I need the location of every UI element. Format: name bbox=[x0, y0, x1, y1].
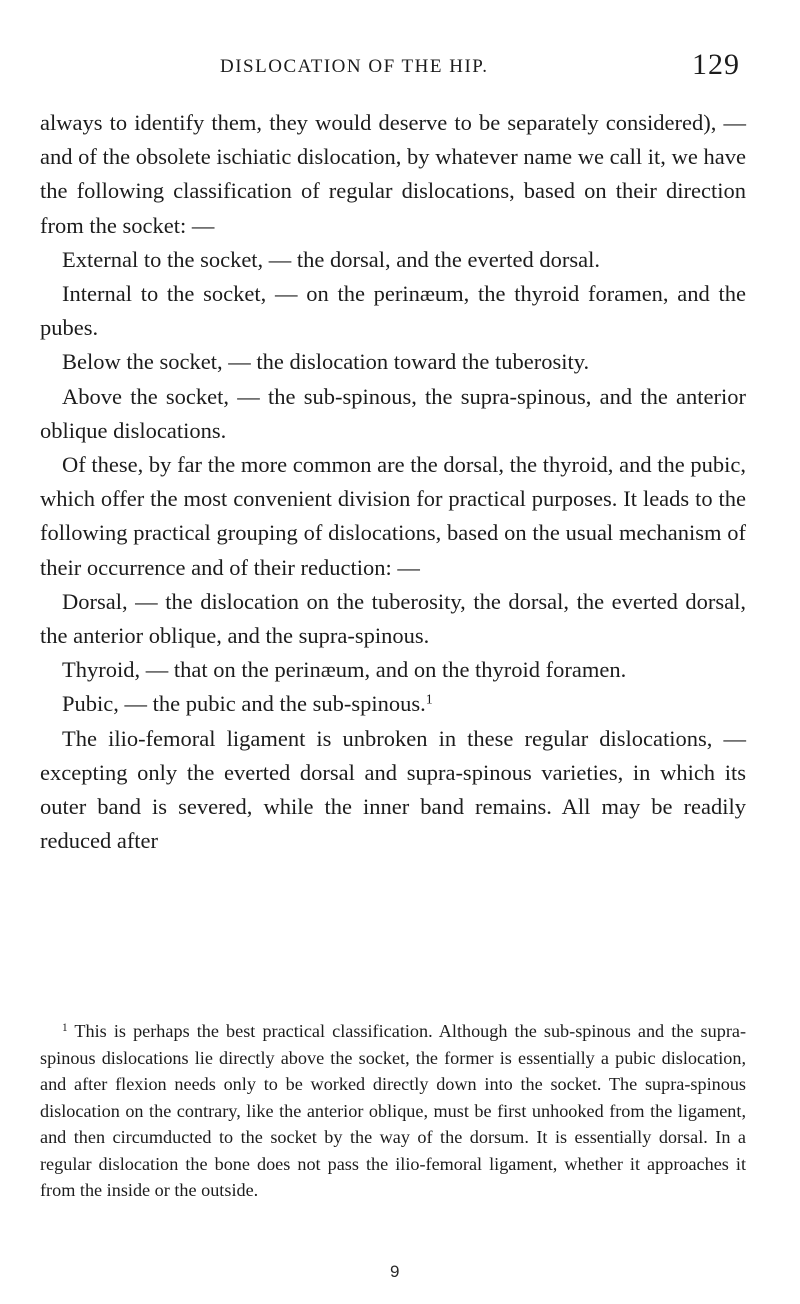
paragraph-pubic-text: Pubic, — the pubic and the sub-spinous. bbox=[62, 691, 426, 717]
paragraph-pubic bbox=[40, 687, 746, 721]
footnote-marker: 1 bbox=[62, 1021, 68, 1034]
paragraph-ligament: The ilio-femoral ligament is unbroken in these regular dislocations, — excepting only the everted dorsal and supra-spinous varieties, in which its outer band is severed, while the inner band remains. All may be readily reduced after bbox=[40, 725, 746, 854]
running-header bbox=[40, 48, 740, 88]
running-title: DISLOCATION OF THE HIP. bbox=[220, 56, 489, 77]
paragraph-dorsal: Dorsal, — the dislocation on the tuberosity, the dorsal, the everted dorsal, the anterior oblique, and the supra-spinous. bbox=[40, 588, 746, 649]
paragraph-external: External to the socket, — the dorsal, and the everted dorsal. bbox=[62, 246, 600, 272]
paragraph-thyroid: Thyroid, — that on the perinæum, and on the thyroid foramen. bbox=[62, 657, 627, 683]
body-text bbox=[40, 106, 746, 858]
footnote-reference: 1 bbox=[425, 692, 433, 708]
footnote-text: This is perhaps the best practical classification. Although the sub-spinous and the supra-spinous dislocations lie directly above the socket, the former is essentially a pubic dislocation, and after flexion needs only to be worked directly down into the socket. The supra-spinous dislocation on the contrary, like the anterior oblique, must be first unhooked from the ligament, and then circumducted to the socket by the way of the dorsum. It is essentially dorsal. In a regular dislocation the bone does not pass the ilio-femoral ligament, whether it approaches it from the inside or the outside. bbox=[40, 1021, 747, 1200]
page-number: 129 bbox=[692, 48, 740, 81]
paragraph-below: Below the socket, — the dislocation toward the tuberosity. bbox=[62, 349, 590, 375]
paragraph-above: Above the socket, — the sub-spinous, the supra-spinous, and the anterior oblique dislocations. bbox=[40, 383, 746, 443]
footnote-1 bbox=[40, 1018, 746, 1204]
signature-mark: 9 bbox=[390, 1262, 400, 1281]
paragraph-internal: Internal to the socket, — on the perinæum, the thyroid foramen, and the pubes. bbox=[40, 281, 746, 341]
paragraph-of-these: Of these, by far the more common are the dorsal, the thyroid, and the pubic, which offer the most convenient division for practical purposes. It leads to the following practical grouping of dislocations, based on the usual mechanism of their occurrence and of their reduction: — bbox=[40, 452, 746, 580]
footnotes bbox=[40, 1018, 746, 1204]
paragraph-1: always to identify them, they would deserve to be separately considered), — and of the obsolete ischiatic dislocation, by whatever name we call it, we have the following classification of regular dislocations, based on their direction from the socket: — bbox=[40, 110, 746, 238]
